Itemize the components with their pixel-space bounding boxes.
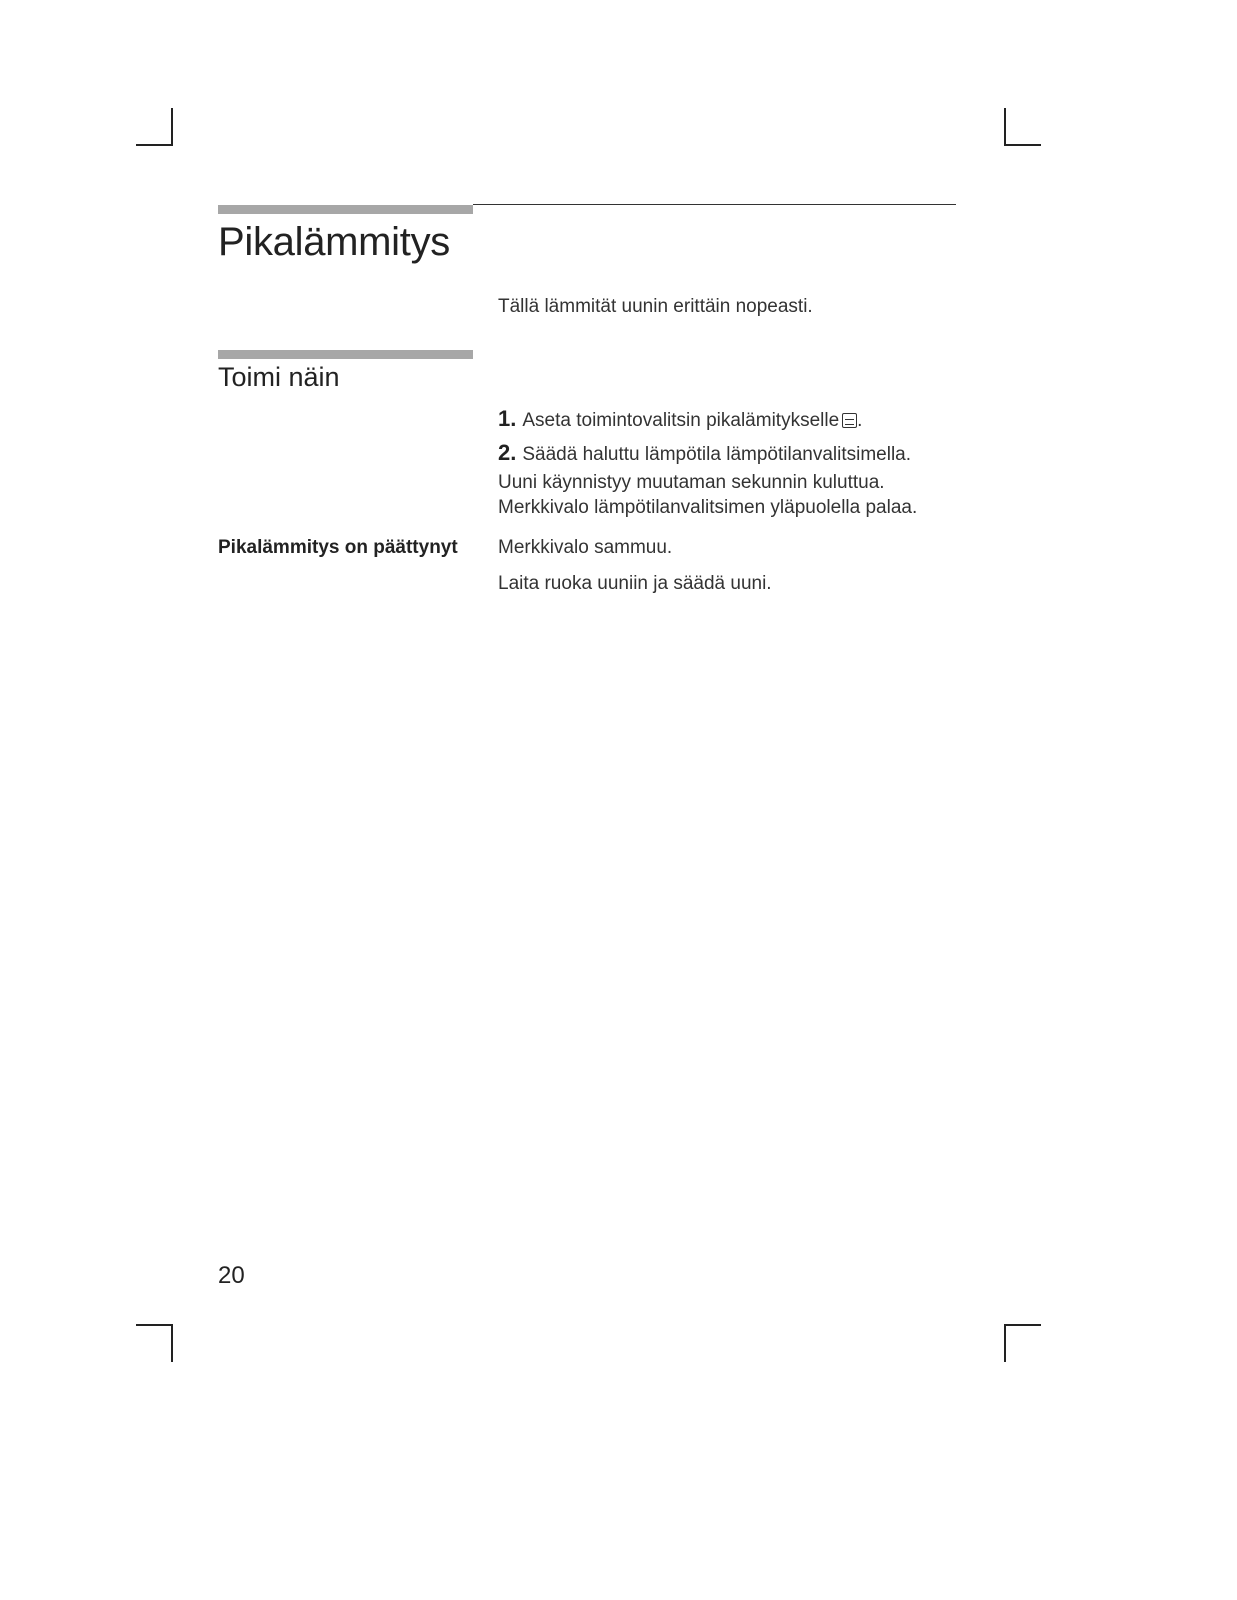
page-number: 20 bbox=[218, 1262, 245, 1289]
step-text: Aseta toimintovalitsin pikalämitykselle bbox=[522, 410, 840, 431]
end-line-2: Laita ruoka uuniin ja säädä uuni. bbox=[498, 573, 772, 594]
rapid-heat-symbol-icon bbox=[842, 413, 857, 428]
section-title: Toimi näin bbox=[218, 362, 340, 392]
step-number: 2. bbox=[498, 440, 517, 465]
step-suffix: . bbox=[857, 410, 863, 431]
step-text: Säädä haluttu lämpötila lämpötilanvalitsimella. bbox=[522, 444, 912, 465]
note-line-1: Uuni käynnistyy muutaman sekunnin kuluttua. bbox=[498, 472, 885, 493]
crop-mark-top-left-vertical bbox=[171, 108, 173, 146]
crop-mark-bottom-left-horizontal bbox=[136, 1324, 173, 1326]
title-gray-bar bbox=[218, 205, 473, 214]
page-title: Pikalämmitys bbox=[218, 220, 450, 264]
step-2 bbox=[498, 440, 911, 467]
crop-mark-top-right-horizontal bbox=[1004, 144, 1041, 146]
crop-mark-bottom-left-vertical bbox=[171, 1324, 173, 1362]
step-1 bbox=[498, 406, 862, 433]
crop-mark-bottom-right-vertical bbox=[1004, 1324, 1006, 1362]
title-thin-rule bbox=[473, 204, 956, 205]
note-line-2: Merkkivalo lämpötilanvalitsimen yläpuolella palaa. bbox=[498, 497, 918, 518]
crop-mark-top-right-vertical bbox=[1004, 108, 1006, 146]
step-number: 1. bbox=[498, 406, 517, 431]
end-label: Pikalämmitys on päättynyt bbox=[218, 537, 458, 558]
crop-mark-bottom-right-horizontal bbox=[1004, 1324, 1041, 1326]
section-gray-bar bbox=[218, 350, 473, 359]
end-line-1: Merkkivalo sammuu. bbox=[498, 537, 673, 558]
intro-text: Tällä lämmität uunin erittäin nopeasti. bbox=[498, 296, 813, 317]
crop-mark-top-left-horizontal bbox=[136, 144, 173, 146]
